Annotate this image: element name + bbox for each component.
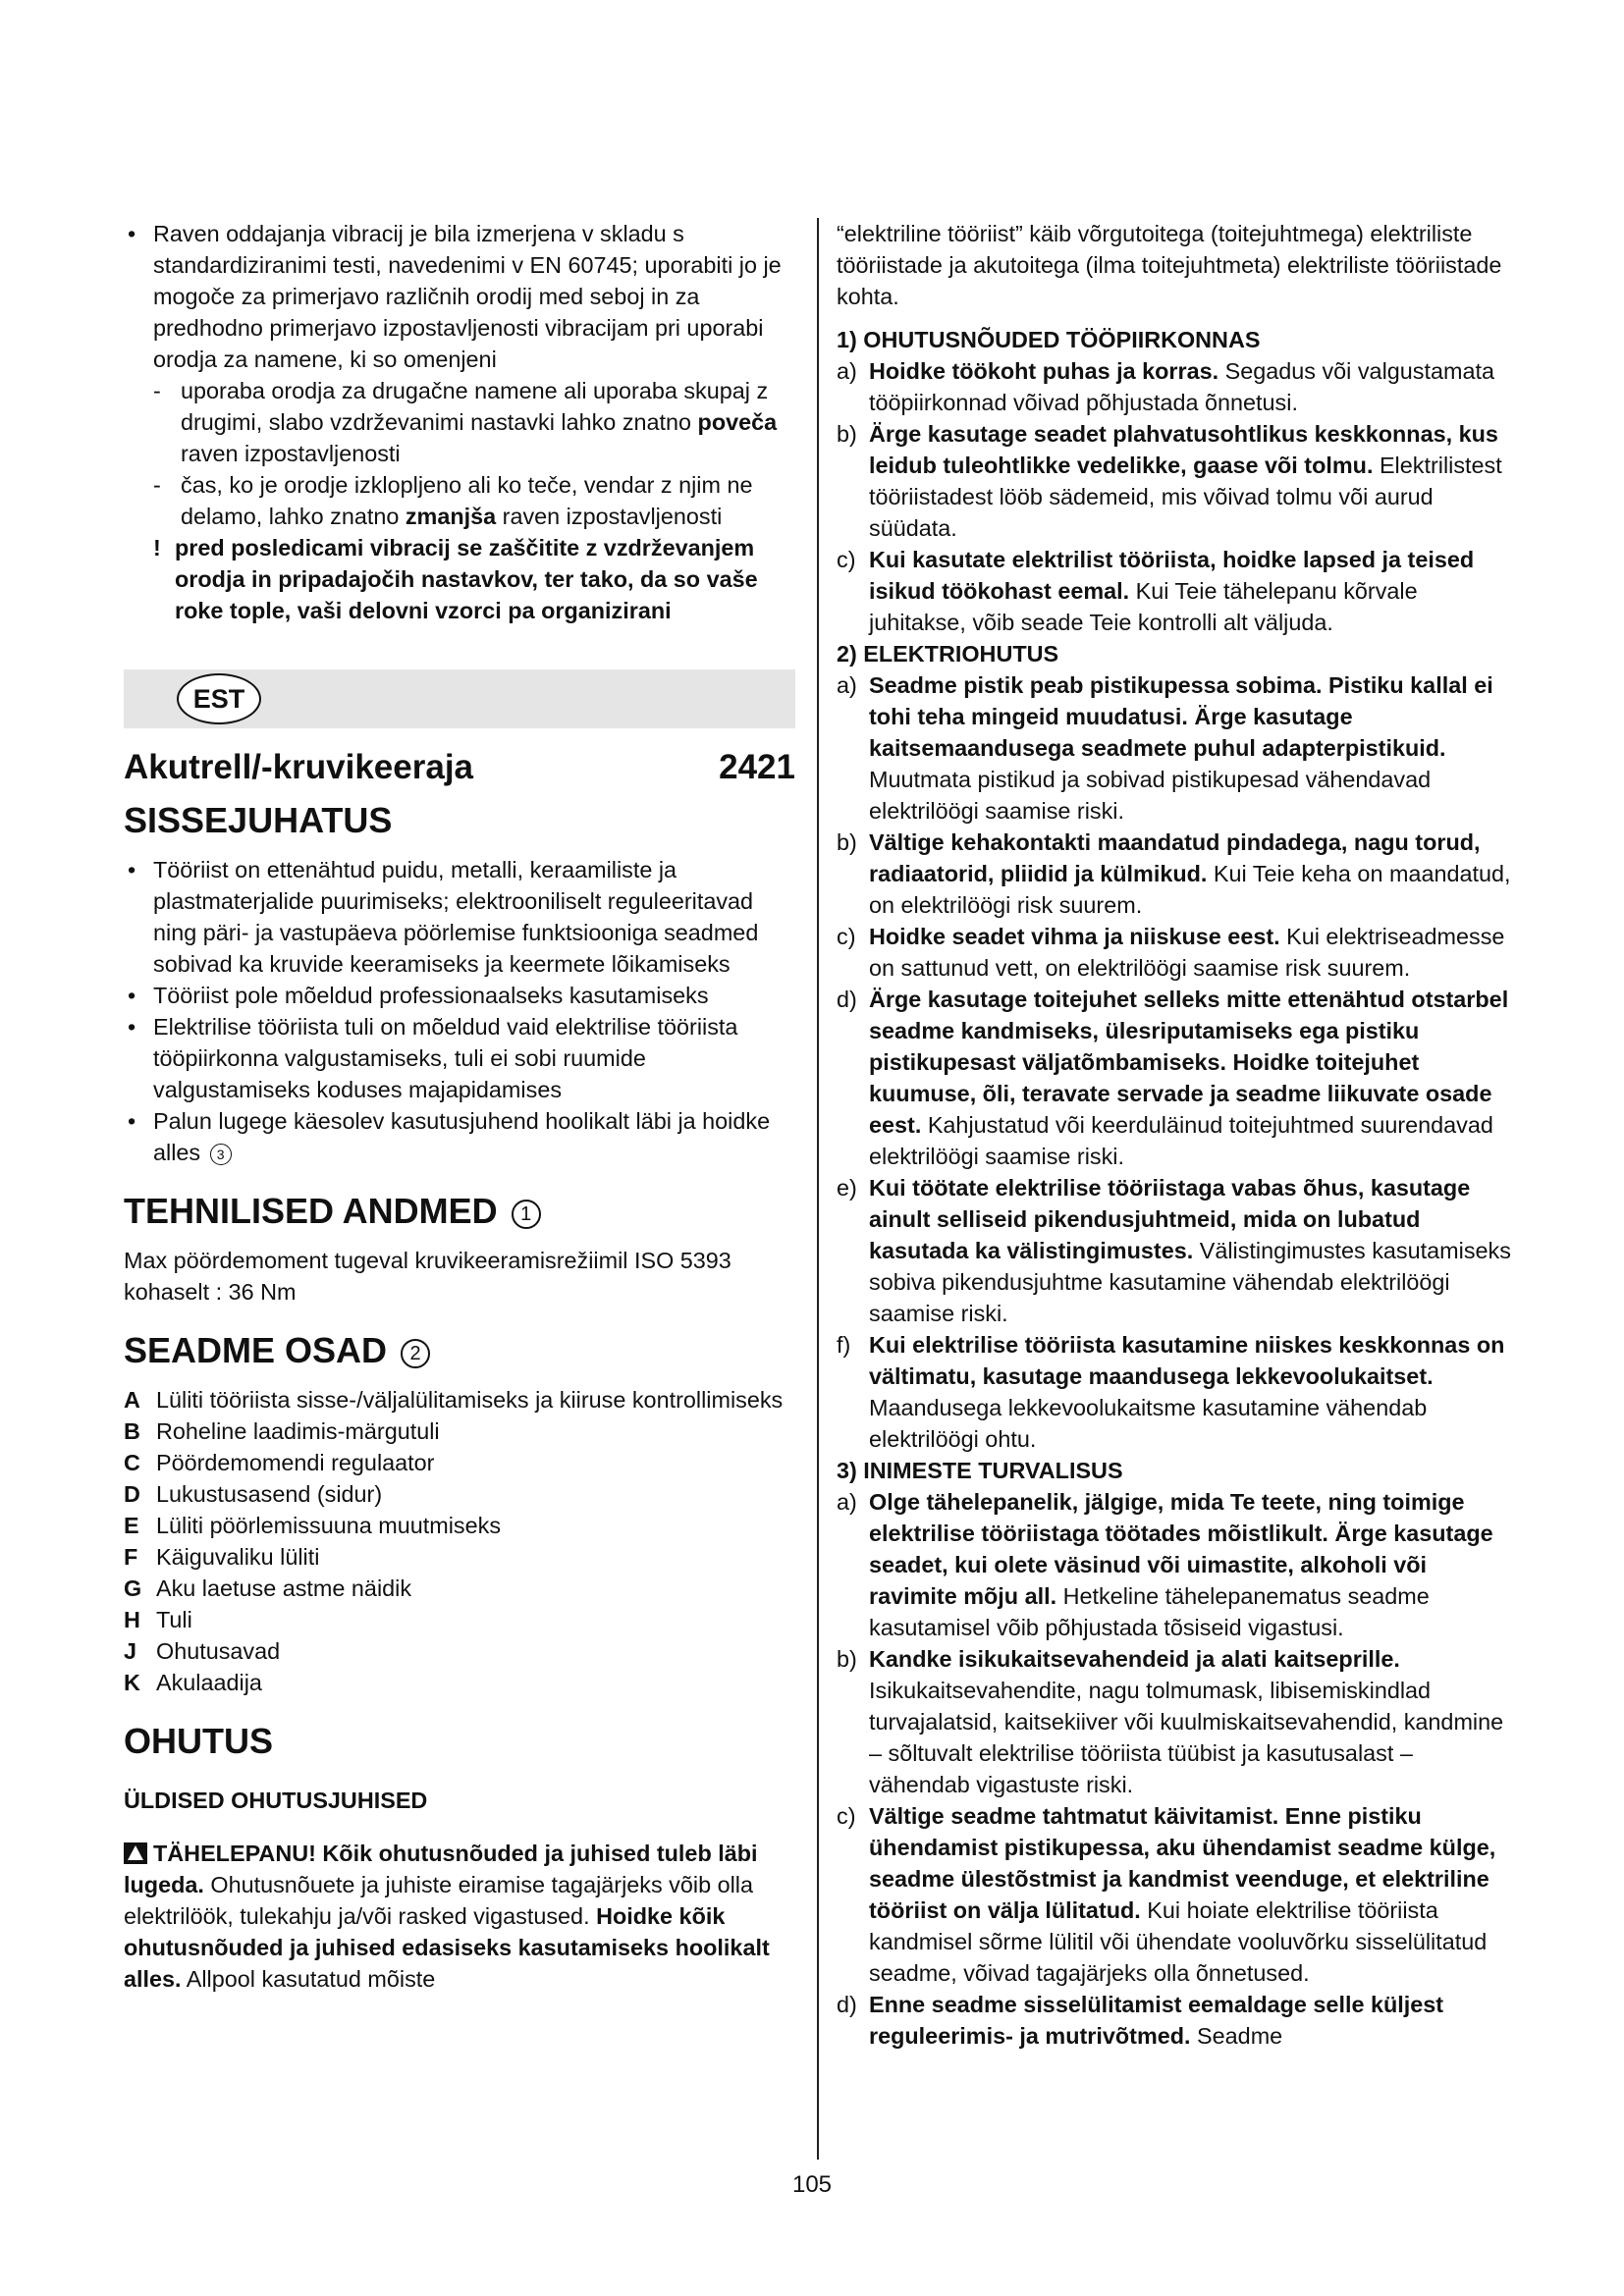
column-divider [817,218,819,2160]
section-heading-tech: TEHNILISED ANDMED 1 [124,1190,795,1233]
safety-item: c) Kui kasutate elektrilist tööriista, hoidke lapsed ja teised isikud töökohast eemal. Kui Teie tähelepanu kõrvale juhitakse, võib seade Teie kontrolli alt väljuda. [837,547,1475,635]
safety-item: d) Enne seadme sisselülitamist eemaldage selle küljest reguleerimis- ja mutrivõtmed. Seadme [837,1992,1444,2049]
page-number: 105 [791,2171,833,2198]
vibration-dash-2: - čas, ko je orodje izklopljeno ali ko teče, vendar z njim ne delamo, lahko znatno zmanjša raven izpostavljenosti [124,469,795,532]
part-item: H Tuli [124,1607,192,1632]
part-item: A Lüliti tööriista sisse-/väljalülitamiseks ja kiiruse kontrollimiseks [124,1387,784,1413]
safety-heading-electrical: 2) ELEKTRIOHUTUS [837,641,1059,667]
figure-ref: 1 [512,1200,541,1229]
intro-item: • Palun lugege käesolev kasutusjuhend hoolikalt läbi ja hoidke alles 3 [124,1105,795,1168]
safety-item: b) Ärge kasutage seadet plahvatusohtlikus keskkonnas, kus leidub tuleohtlikke vedelikke, gaase või tolmu. Elektrilistest tööriistadest lööb sädemeid, mis võivad tolmu või aurud süüdata. [837,421,1502,541]
safety-item: c) Hoidke seadet vihma ja niiskuse eest. Kui elektriseadmesse on sattunud vett, on elektrilöögi saamise risk suurem. [837,924,1505,981]
product-title-row [124,746,795,789]
section-heading-intro: SISSEJUHATUS [124,800,393,840]
section-heading-parts: SEADME OSAD 2 [124,1329,795,1372]
safety-heading-workplace: 1) OHUTUSNÕUDED TÖÖPIIRKONNAS [837,327,1261,352]
safety-item: b) Kandke isikukaitsevahendeid ja alati kaitseprille. Isikukaitsevahendite, nagu tolmumask, libisemiskindlad turvajalatsid, kaitsekiiver või kuulmiskaitsevahendid, kandmine – sõltuvalt elektrilise tööriista tüübist ja kasutusalast – vähendab vigastuste riski. [837,1646,1504,1797]
intro-item: • Tööriist on ettenähtud puidu, metalli, keraamiliste ja plastmaterjalide puurimiseks; elektrooniliselt reguleeritavad ning päri- ja vastupäeva pöörlemise funktsiooniga seadmed sobivad ka kruvide keeramiseks ja keermete lõikamiseks [124,854,795,980]
figure-ref: 3 [210,1144,232,1165]
part-item: F Käiguvaliku lüliti [124,1544,320,1570]
vibration-dash-1: - uporaba orodja za drugačne namene ali uporaba skupaj z drugimi, slabo vzdrževanimi nastavki lahko znatno poveča raven izpostavljenosti [124,375,795,469]
part-item: K Akulaadija [124,1670,262,1695]
language-banner [124,669,795,728]
safety-item: a) Hoidke töökoht puhas ja korras. Segadus või valgustamata tööpiirkonnad võivad põhjustada õnnetusi. [837,358,1494,415]
vibration-warning: ! pred posledicami vibracij se zaščitite z vzdrževanjem orodja in pripadajočih nastavkov, ter tako, da so vaše roke tople, vaši delovni vzorci pa organizirani [124,532,795,626]
warning-paragraph: TÄHELEPANU! Kõik ohutusnõuded ja juhised tuleb läbi lugeda. Ohutusnõuete ja juhiste eiramise tagajärjeks võib olla elektrilöök, tulekahju ja/või rasked vigastused. Hoidke kõik ohutusnõuded ja juhised edasiseks kasutamiseks hoolikalt alles. Allpool kasutatud mõiste [124,1841,770,1992]
part-item: E Lüliti pöörlemissuuna muutmiseks [124,1513,502,1538]
part-item: D Lukustusasend (sidur) [124,1481,383,1507]
section-heading-safety: OHUTUS [124,1721,273,1761]
vibration-bullet: • Raven oddajanja vibracij je bila izmerjena v skladu s standardiziranimi testi, navedenimi v EN 60745; uporabiti jo je mogoče za primerjavo različnih orodij med seboj in za predhodno primerjavo izpostavljenosti vibracijam pri uporabi orodja za namene, ki so omenjeni [124,218,795,375]
parts-list [124,1384,795,1698]
product-number: 2421 [719,748,795,786]
left-column [124,218,795,1995]
right-column [837,218,1512,2052]
language-badge: EST [177,673,261,724]
safety-item: e) Kui töötate elektrilise tööriistaga vabas õhus, kasutage ainult selliseid pikendusjuhtmeid, mida on lubatud kasutada ka välistingimustes. Välistingimustes kasutamiseks sobiva pikendusjuhtme kasutamine vähendab elektrilöögi saamise riski. [837,1175,1511,1326]
safety-item: a) Seadme pistik peab pistikupessa sobima. Pistiku kallal ei tohi teha mingeid muudatusi. Ärge kasutage kaitsemaandusega seadmete puhul adapterpistikuid. Muutmata pistikud ja sobivad pistikupesad vähendavad elektrilöögi saamise riski. [837,672,1493,824]
safety-item: a) Olge tähelepanelik, jälgige, mida Te teete, ning toimige elektrilise tööriistaga töötades mõistlikult. Ärge kasutage seadet, kui olete väsinud või uimastite, alkoholi või ravimite mõju all. Hetkeline tähelepanematus seadme kasutamisel võib põhjustada tõsiseid vigastusi. [837,1489,1493,1640]
general-safety-heading: ÜLDISED OHUTUSJUHISED [124,1788,428,1813]
warning-icon [124,1842,147,1864]
safety-item: c) Vältige seadme tahtmatut käivitamist. Enne pistiku ühendamist pistikupessa, aku ühendamist seadme külge, seadme ülestõstmist ja kandmist veenduge, et elektriline tööriist on välja lülitatud. Kui hoiate elektrilise tööriista kandmisel sõrme lülitil või ühendate vooluvõrku sisselülitatud seadme, võivad tagajärjeks olla õnnetused. [837,1803,1496,1986]
part-item: B Roheline laadimis-märgutuli [124,1418,440,1444]
product-title: Akutrell/-kruvikeeraja [124,748,474,786]
intro-item: • Elektrilise tööriista tuli on mõeldud vaid elektrilise tööriista tööpiirkonna valgustamiseks, tuli ei sobi ruumide valgustamiseks koduses majapidamises [124,1011,795,1105]
continued-paragraph: “elektriline tööriist” käib võrgutoitega (toitejuhtmega) elektriliste tööriistade ja akutoitega (ilma toitejuhtmeta) elektriliste tööriistade kohta. [837,221,1502,309]
part-item: G Aku laetuse astme näidik [124,1575,412,1601]
part-item: C Pöördemomendi regulaator [124,1450,435,1475]
safety-item: d) Ärge kasutage toitejuhet selleks mitte ettenähtud otstarbel seadme kandmiseks, ülesriputamiseks ega pistiku pistikupesast väljatõmbamiseks. Hoidke toitejuhet kuumuse, õli, teravate servade ja seadme liikuvate osade eest. Kahjustatud või keerduläinud toitejuhtmed suurendavad elektrilöögi saamise riski. [837,987,1509,1169]
intro-item: • Tööriist pole mõeldud professionaalseks kasutamiseks [124,980,795,1011]
figure-ref: 2 [401,1339,430,1368]
safety-heading-personal: 3) INIMESTE TURVALISUS [837,1458,1123,1483]
part-item: J Ohutusavad [124,1638,281,1664]
safety-item: f) Kui elektrilise tööriista kasutamine niiskes keskkonnas on vältimatu, kasutage maandusega lekkevoolukaitset. Maandusega lekkevoolukaitsme kasutamine vähendab elektrilöögi ohtu. [837,1332,1505,1452]
tech-data: Max pöördemoment tugeval kruvikeeramisrežiimil ISO 5393 kohaselt : 36 Nm [124,1248,731,1305]
safety-item: b) Vältige kehakontakti maandatud pindadega, nagu torud, radiaatorid, pliidid ja külmikud. Kui Teie keha on maandatud, on elektrilöögi risk suurem. [837,829,1511,918]
